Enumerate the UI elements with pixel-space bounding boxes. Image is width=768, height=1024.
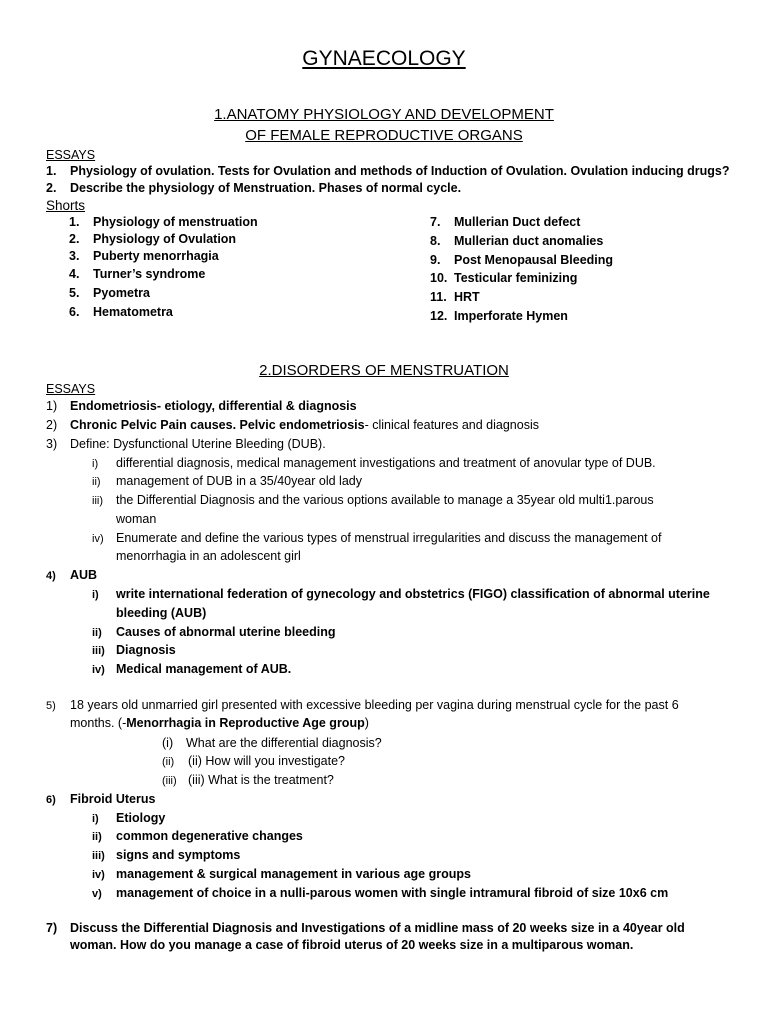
question-2: 2) Chronic Pelvic Pain causes. Pelvic endometriosis- clinical features and diagnosis [46, 418, 539, 432]
section2-essays-label: ESSAYS [46, 382, 96, 396]
question-5: 5) 18 years old unmarried girl presented with excessive bleeding per vagina during menstrual cycle for the past 6 [46, 698, 679, 712]
question-5-continuation: months. (-Menorrhagia in Reproductive Age group) [70, 716, 369, 730]
sub-item: i) Etiology [92, 811, 166, 825]
sub-item: ii) Causes of abnormal uterine bleeding [92, 625, 336, 639]
sub-item: iv) management & surgical management in various age groups [92, 867, 471, 881]
short-item: 6. Hematometra [69, 305, 173, 319]
short-item: 4. Turner’s syndrome [69, 267, 206, 281]
sub-item: i) differential diagnosis, medical management investigations and treatment of anovular type of DUB. [92, 456, 656, 470]
short-item: 3. Puberty menorrhagia [69, 249, 219, 263]
short-item: 11. HRT [430, 290, 480, 304]
question-7: 7) Discuss the Differential Diagnosis and Investigations of a midline mass of 20 weeks size in a 40year old [46, 921, 685, 935]
section1-essays-label: ESSAYS [46, 148, 96, 162]
question-3: 3) Define: Dysfunctional Uterine Bleeding (DUB). [46, 437, 326, 451]
question-1: 1) Endometriosis- etiology, differential & diagnosis [46, 399, 357, 413]
section1-essay-1: 1. Physiology of ovulation. Tests for Ovulation and methods of Induction of Ovulation. Ovulation inducing drugs? [46, 164, 730, 178]
sub-item-continuation: woman [116, 512, 157, 526]
sub-item: ii) management of DUB in a 35/40year old lady [92, 474, 362, 488]
short-item: 5. Pyometra [69, 286, 150, 300]
short-item: 2. Physiology of Ovulation [69, 232, 237, 246]
page-title: GYNAECOLOGY [302, 47, 466, 70]
short-item: 7. Mullerian Duct defect [430, 215, 581, 229]
sub-item: iii) the Differential Diagnosis and the various options available to manage a 35year old multi1.parous [92, 493, 654, 507]
short-item: 8. Mullerian duct anomalies [430, 234, 604, 248]
question-7-continuation: woman. How do you manage a case of fibroid uterus of 20 weeks size in a multiparous woman. [70, 938, 634, 952]
sub-item: ii) common degenerative changes [92, 829, 303, 843]
section1-shorts-label: Shorts [46, 198, 86, 213]
sub-item: v) management of choice in a nulli-parous women with single intramural fibroid of size 10x6 cm [92, 886, 669, 900]
sub-item: iv) Medical management of AUB. [92, 662, 292, 676]
sub-item: i) write international federation of gynecology and obstetrics (FIGO) classification of abnormal uterine [92, 587, 710, 601]
question-4: 4) AUB [46, 568, 98, 582]
sub-item: (ii) (ii) How will you investigate? [162, 754, 346, 768]
section1-essay-2: 2. Describe the physiology of Menstruation. Phases of normal cycle. [46, 181, 462, 195]
short-item: 1. Physiology of menstruation [69, 215, 258, 229]
question-6: 6) Fibroid Uterus [46, 792, 156, 806]
short-item: 10. Testicular feminizing [430, 271, 578, 285]
sub-item: iii) Diagnosis [92, 643, 176, 657]
sub-item-continuation: menorrhagia in an adolescent girl [116, 549, 301, 563]
short-item: 9. Post Menopausal Bleeding [430, 253, 614, 267]
sub-item: (i) What are the differential diagnosis? [162, 736, 382, 750]
section1-heading-line1: 1.ANATOMY PHYSIOLOGY AND DEVELOPMENT [214, 106, 554, 123]
short-item: 12. Imperforate Hymen [430, 309, 568, 323]
sub-item: iii) signs and symptoms [92, 848, 241, 862]
sub-item-continuation: bleeding (AUB) [116, 606, 207, 620]
section2-heading: 2.DISORDERS OF MENSTRUATION [259, 362, 509, 379]
sub-item: (iii) (iii) What is the treatment? [162, 773, 334, 787]
section1-heading-line2: OF FEMALE REPRODUCTIVE ORGANS [245, 127, 523, 144]
sub-item: iv) Enumerate and define the various types of menstrual irregularities and discuss the management of [92, 531, 662, 545]
